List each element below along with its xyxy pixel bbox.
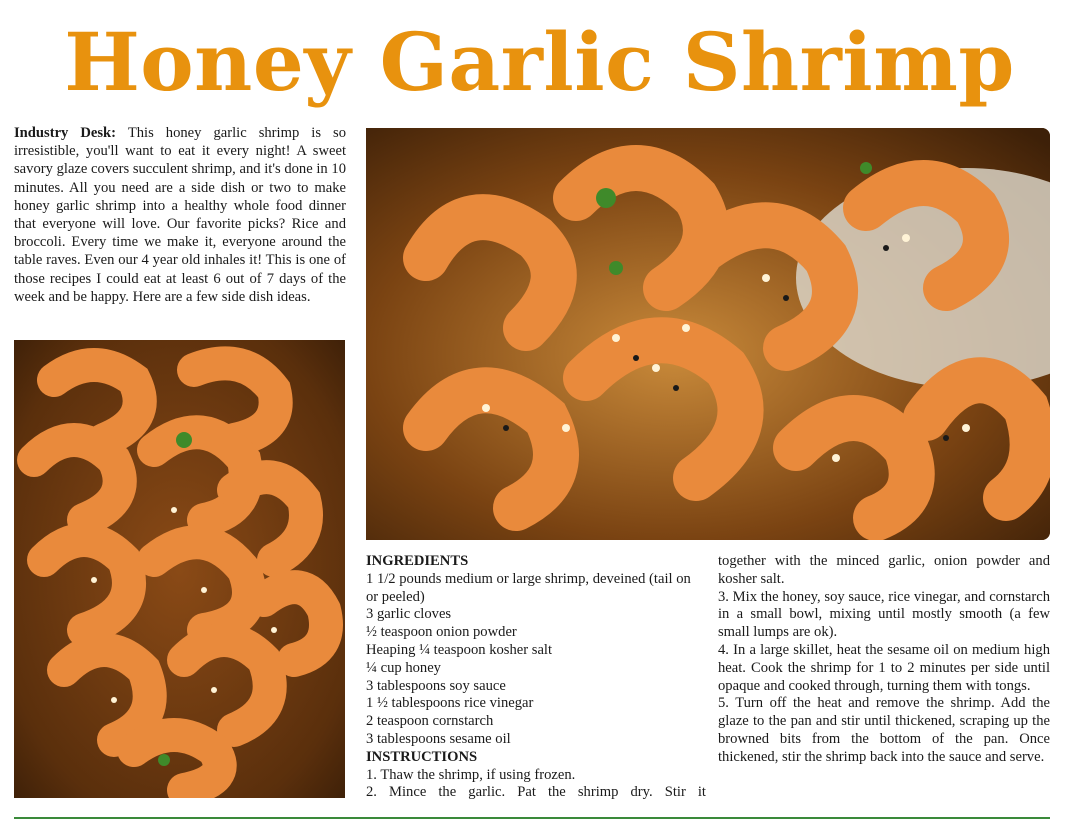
intro-body: This honey garlic shrimp is so irresistible, you'll want to eat it every night! A sweet savory glaze covers succulent shrimp, and it's done in 10 minutes. All you need are a side dish or two to make honey garlic shrimp into a healthy whole food dinner that everyone will love. Our favorite picks? Rice and broccoli. Every time we make it, everyone around the table raves. Even our 4 year old inhales it! This is one of those recipes I could eat at least 6 out of 7 days of the week and be happy. Here are a few side dish ideas. (14, 125, 346, 305)
instructions-heading: INSTRUCTIONS (366, 748, 478, 765)
instruction-step-5: 5. Turn off the heat and remove the shrimp. Add the glaze to the pan and stir until thickened, scraping up the browned bits from the bottom of the pan. Once thickened, stir the shrimp back into the sauce and serve. (718, 695, 1050, 765)
instructions-column (718, 553, 1050, 767)
intro-lead: Industry Desk: (14, 125, 117, 141)
ingredients-column (366, 553, 706, 802)
ingredient-item: 1 ½ tablespoons rice vinegar (366, 695, 534, 712)
bottom-rule (14, 817, 1050, 819)
ingredient-item: 3 tablespoons soy sauce (366, 677, 506, 694)
ingredients-heading: INGREDIENTS (366, 553, 469, 569)
instruction-step-2-start: 2. Mince the garlic. Pat the shrimp dry. Stir it (366, 784, 706, 801)
ingredient-item: 2 teaspoon cornstarch (366, 713, 494, 730)
ingredient-item: 3 tablespoons sesame oil (366, 730, 511, 747)
instruction-step-2-end: together with the minced garlic, onion powder and kosher salt. (718, 553, 1050, 587)
ingredient-item: ½ teaspoon onion powder (366, 624, 517, 641)
side-shrimp-photo (14, 340, 345, 798)
ingredient-item: 3 garlic cloves (366, 606, 452, 623)
instruction-step-3: 3. Mix the honey, soy sauce, rice vinegar, and cornstarch in a small bowl, mixing until mostly smooth (a few small lumps are ok). (718, 588, 1050, 641)
page-title: Honey Garlic Shrimp (64, 15, 1015, 109)
ingredient-item: 1 1/2 pounds medium or large shrimp, deveined (tail on or peeled) (366, 570, 691, 605)
instruction-step-1: 1. Thaw the shrimp, if using frozen. (366, 766, 576, 783)
intro-paragraph (14, 124, 346, 306)
instruction-step-4: 4. In a large skillet, heat the sesame oil on medium high heat. Cook the shrimp for 1 to 2 minutes per side until opaque and cooked through, turning them with tongs. (718, 641, 1050, 694)
main-shrimp-photo (366, 128, 1050, 540)
ingredient-item: Heaping ¼ teaspoon kosher salt (366, 641, 553, 658)
ingredient-item: ¼ cup honey (366, 659, 441, 676)
